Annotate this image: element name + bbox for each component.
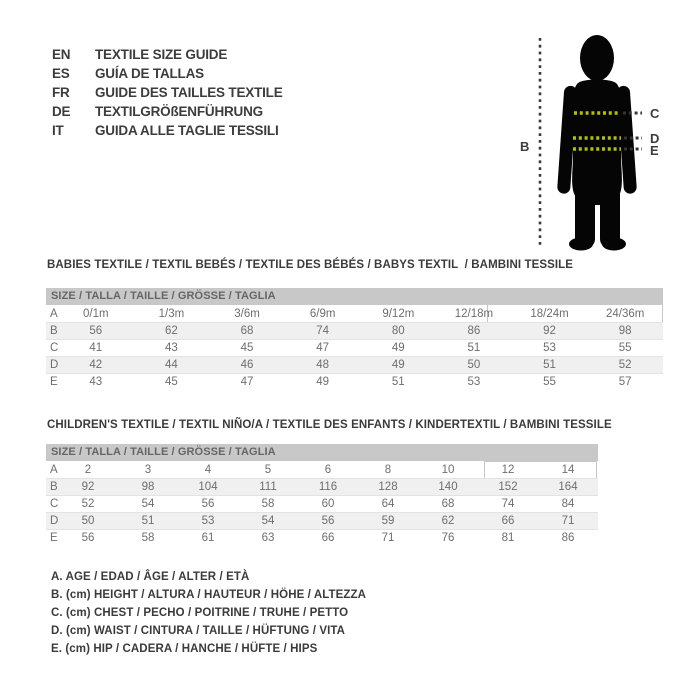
size-cell: 61 xyxy=(201,532,215,544)
size-cell: 6 xyxy=(324,463,332,476)
row-label: D xyxy=(50,359,59,371)
size-cell: 41 xyxy=(89,342,103,354)
size-cell: 66 xyxy=(501,515,515,527)
children-table-header: SIZE / TALLA / TAILLE / GRÖSSE / TAGLIA xyxy=(46,444,598,461)
size-cell: 14 xyxy=(561,463,575,476)
size-cell: 56 xyxy=(89,325,103,337)
lang-row-de xyxy=(52,102,283,121)
size-cell: 62 xyxy=(165,325,178,337)
size-row-A xyxy=(46,461,598,478)
size-cell: 63 xyxy=(261,532,275,544)
hip-label: E xyxy=(650,143,659,158)
legend-age: A. AGE / EDAD / ÂGE / ALTER / ETÀ xyxy=(51,571,250,583)
size-cell: 9/12m xyxy=(382,307,415,320)
size-cell: 152 xyxy=(498,481,518,493)
size-cell: 68 xyxy=(441,498,455,510)
size-cell: 84 xyxy=(561,498,575,510)
size-cell: 98 xyxy=(618,325,632,337)
babies-section-title: BABIES TEXTILE / TEXTIL BEBÉS / TEXTILE DES BÉBÉS / BABYS TEXTIL / BAMBINI TESSILE xyxy=(47,259,574,271)
size-cell: 51 xyxy=(543,359,556,371)
lang-code: IT xyxy=(52,123,64,138)
lang-row-it xyxy=(52,121,283,140)
size-cell: 47 xyxy=(316,342,330,354)
child-silhouette xyxy=(557,35,637,251)
size-cell: 54 xyxy=(261,515,275,527)
size-cell: 140 xyxy=(438,481,458,493)
size-cell: 51 xyxy=(467,342,481,354)
legend-waist: D. (cm) WAIST / CINTURA / TAILLE / HÜFTUNG / VITA xyxy=(51,625,346,637)
size-cell: 76 xyxy=(441,532,455,544)
size-row-B xyxy=(46,478,598,495)
size-cell: 62 xyxy=(441,515,455,527)
row-label: C xyxy=(50,498,59,510)
size-cell: 116 xyxy=(318,481,338,493)
height-label: B xyxy=(520,139,530,154)
size-row-C xyxy=(46,339,663,356)
size-cell: 10 xyxy=(441,463,455,476)
row-label: E xyxy=(50,376,58,388)
size-cell: 43 xyxy=(89,376,103,388)
lang-title: TEXTILGRÖßENFÜHRUNG xyxy=(95,104,263,119)
legend-hip: E. (cm) HIP / CADERA / HANCHE / HÜFTE / HIPS xyxy=(51,643,318,655)
size-cell: 53 xyxy=(543,342,556,354)
size-cell: 1/3m xyxy=(158,307,185,320)
size-cell: 49 xyxy=(316,376,330,388)
size-cell: 44 xyxy=(165,359,178,371)
babies-size-table xyxy=(46,288,663,390)
children-section-title: CHILDREN'S TEXTILE / TEXTIL NIÑO/A / TEXTILE DES ENFANTS / KINDERTEXTIL / BAMBINI TESSILE xyxy=(47,419,612,431)
waist-label: D xyxy=(650,131,660,146)
chest-label: C xyxy=(650,106,660,121)
size-cell: 49 xyxy=(391,342,405,354)
lang-code: FR xyxy=(52,85,70,100)
size-cell: 92 xyxy=(81,481,95,493)
children-size-table xyxy=(46,444,598,546)
size-cell: 46 xyxy=(240,359,254,371)
lang-title: GUIDA ALLE TAGLIE TESSILI xyxy=(95,123,279,138)
size-cell: 45 xyxy=(240,342,254,354)
size-cell: 74 xyxy=(501,498,515,510)
size-cell: 48 xyxy=(316,359,330,371)
lang-row-en xyxy=(52,45,283,64)
size-cell: 43 xyxy=(165,342,178,354)
children-table-body xyxy=(46,461,598,546)
size-cell: 60 xyxy=(321,498,335,510)
size-cell: 56 xyxy=(201,498,215,510)
row-label: D xyxy=(50,515,59,527)
size-cell: 92 xyxy=(543,325,556,337)
size-cell: 0/1m xyxy=(83,307,109,320)
size-cell: 5 xyxy=(264,463,272,476)
lang-code: DE xyxy=(52,104,71,119)
lang-title: GUIDE DES TAILLES TEXTILE xyxy=(95,85,283,100)
size-cell: 49 xyxy=(391,359,405,371)
size-cell: 51 xyxy=(391,376,405,388)
measurement-legend xyxy=(51,568,366,658)
size-cell: 51 xyxy=(141,515,155,527)
size-cell: 86 xyxy=(467,325,481,337)
size-row-A xyxy=(46,305,663,322)
size-cell: 111 xyxy=(259,481,277,493)
babies-table-body xyxy=(46,305,663,390)
size-cell: 8 xyxy=(384,463,392,476)
row-label: C xyxy=(50,342,59,354)
size-cell: 54 xyxy=(141,498,155,510)
size-cell: 24/36m xyxy=(606,307,645,320)
size-cell: 12 xyxy=(501,463,515,476)
size-cell: 80 xyxy=(391,325,405,337)
size-cell: 3/6m xyxy=(234,307,260,320)
size-cell: 55 xyxy=(618,342,632,354)
row-label: A xyxy=(50,463,58,476)
lang-row-fr xyxy=(52,83,283,102)
size-cell: 53 xyxy=(201,515,215,527)
size-row-E xyxy=(46,529,598,546)
legend-chest: C. (cm) CHEST / PECHO / POITRINE / TRUHE / PETTO xyxy=(51,607,349,619)
size-cell: 52 xyxy=(81,498,95,510)
size-cell: 57 xyxy=(618,376,632,388)
lang-title: TEXTILE SIZE GUIDE xyxy=(95,47,228,62)
lang-code: ES xyxy=(52,66,70,81)
size-row-D xyxy=(46,356,663,373)
size-cell: 50 xyxy=(81,515,95,527)
size-cell: 2 xyxy=(84,463,92,476)
size-cell: 86 xyxy=(561,532,575,544)
row-label: B xyxy=(50,481,58,493)
size-cell: 12/18m xyxy=(454,307,494,320)
lang-row-es xyxy=(52,64,283,83)
size-cell: 68 xyxy=(240,325,254,337)
size-row-E xyxy=(46,373,663,390)
size-cell: 74 xyxy=(316,325,330,337)
size-cell: 6/9m xyxy=(309,307,336,320)
size-cell: 128 xyxy=(378,481,398,493)
size-row-D xyxy=(46,512,598,529)
size-cell: 71 xyxy=(381,532,395,544)
babies-table-header: SIZE / TALLA / TAILLE / GRÖSSE / TAGLIA xyxy=(46,288,663,305)
size-cell: 104 xyxy=(198,481,218,493)
size-row-B xyxy=(46,322,663,339)
size-cell: 45 xyxy=(165,376,178,388)
size-cell: 81 xyxy=(501,532,515,544)
row-label: E xyxy=(50,532,58,544)
size-cell: 98 xyxy=(141,481,155,493)
lang-title: GUÍA DE TALLAS xyxy=(95,66,204,81)
size-cell: 164 xyxy=(558,481,578,493)
size-cell: 59 xyxy=(381,515,395,527)
size-cell: 55 xyxy=(543,376,556,388)
size-cell: 18/24m xyxy=(530,307,569,320)
size-cell: 71 xyxy=(561,515,575,527)
size-cell: 4 xyxy=(204,463,212,476)
size-cell: 52 xyxy=(618,359,632,371)
language-title-list xyxy=(52,45,283,140)
size-cell: 56 xyxy=(321,515,335,527)
size-cell: 53 xyxy=(467,376,481,388)
size-cell: 3 xyxy=(144,463,152,476)
size-cell: 66 xyxy=(321,532,335,544)
size-cell: 42 xyxy=(89,359,103,371)
size-cell: 47 xyxy=(240,376,254,388)
size-cell: 58 xyxy=(261,498,275,510)
size-cell: 50 xyxy=(467,359,481,371)
size-cell: 56 xyxy=(81,532,95,544)
row-label: A xyxy=(50,307,58,320)
legend-height: B. (cm) HEIGHT / ALTURA / HAUTEUR / HÖHE / ALTEZZA xyxy=(51,589,367,601)
size-cell: 64 xyxy=(381,498,395,510)
size-cell: 58 xyxy=(141,532,155,544)
lang-code: EN xyxy=(52,47,71,62)
row-label: B xyxy=(50,325,58,337)
size-row-C xyxy=(46,495,598,512)
